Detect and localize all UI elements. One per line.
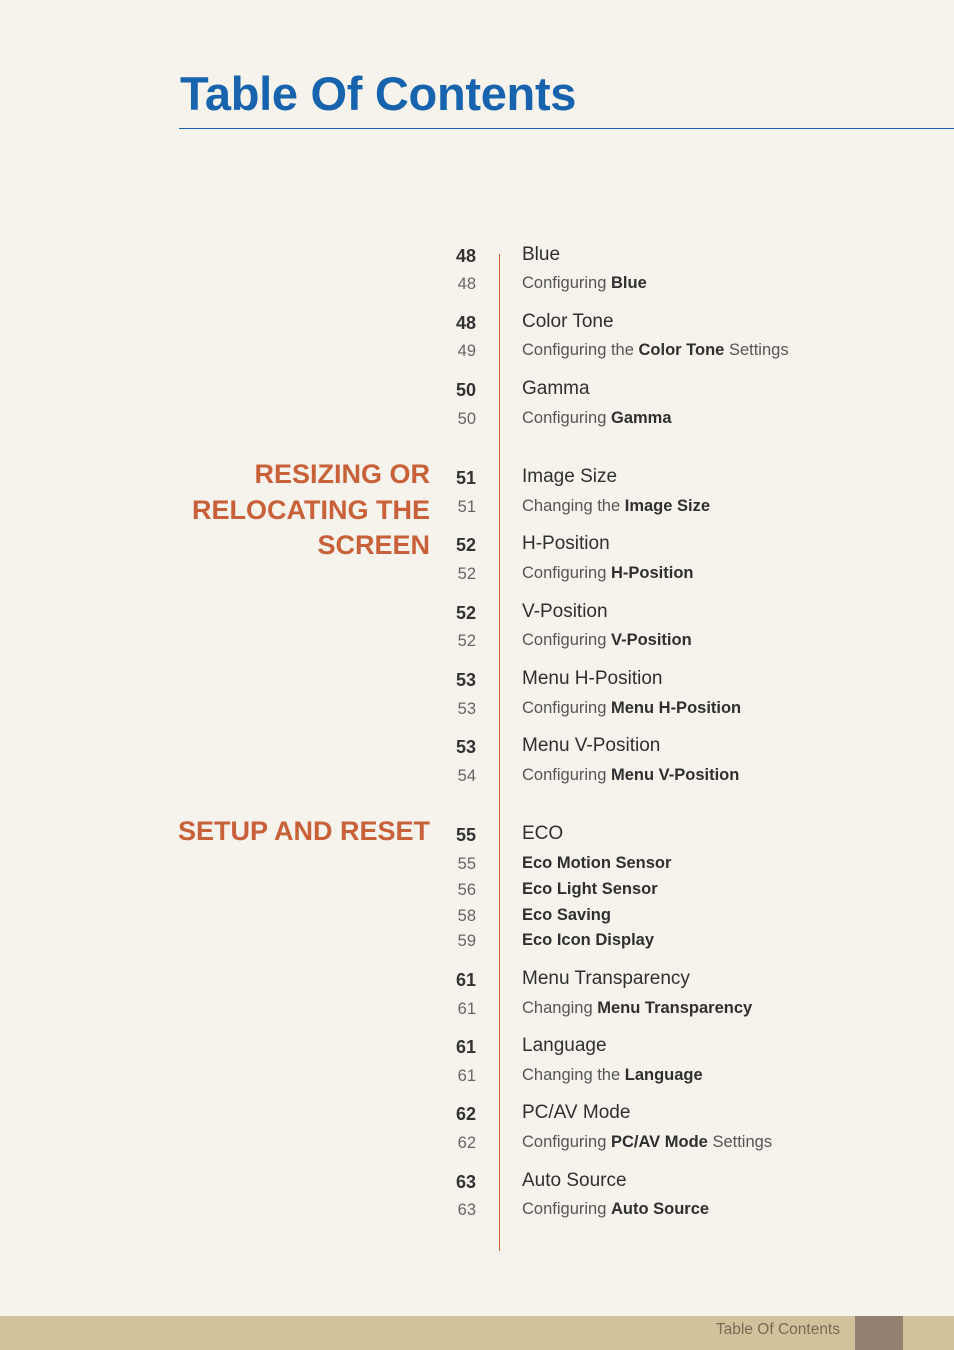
- page-title: Table Of Contents: [180, 67, 577, 120]
- toc-text-part: Changing the: [522, 1066, 625, 1084]
- toc-page-number: 59: [457, 932, 476, 950]
- toc-page-number: 51: [457, 498, 476, 516]
- toc-page-number: 63: [455, 1172, 476, 1192]
- toc-subtopic: [522, 1200, 709, 1219]
- toc-page-number: 61: [455, 1037, 476, 1057]
- toc-page-number: 52: [455, 603, 476, 623]
- toc-topic-title: [522, 823, 563, 845]
- title-divider: [179, 128, 954, 129]
- toc-page-number: 52: [457, 565, 476, 583]
- toc-page-number: 48: [457, 275, 476, 293]
- toc-text-part: Color Tone: [638, 341, 725, 359]
- toc-text-part: Color Tone: [522, 311, 614, 332]
- toc-text-part: PC/AV Mode: [610, 1133, 708, 1151]
- toc-text-part: Eco Icon Display: [522, 931, 655, 949]
- toc-text-part: PC/AV Mode: [522, 1102, 631, 1123]
- toc-page-number: 52: [455, 535, 476, 555]
- toc-subtopic: [522, 931, 654, 950]
- toc-page-number: 53: [455, 670, 476, 690]
- toc-text-part: ECO: [522, 823, 564, 844]
- toc-subtopic: [522, 274, 647, 293]
- toc-page-number: 55: [457, 855, 476, 873]
- toc-text-part: Menu Transparency: [597, 999, 753, 1017]
- toc-text-part: Blue: [522, 244, 561, 265]
- toc-topic-title: [522, 1170, 627, 1192]
- toc-topic-title: [522, 533, 610, 555]
- toc-subtopic: [522, 341, 789, 360]
- toc-subtopic: [522, 1066, 703, 1085]
- toc-page-number: 54: [457, 767, 476, 785]
- toc-topic-title: [522, 311, 614, 333]
- toc-subtopic: [522, 699, 741, 718]
- section-heading-resizing: [192, 457, 430, 564]
- footer-label: Table Of Contents: [715, 1321, 840, 1338]
- toc-text-part: Auto Source: [610, 1200, 710, 1218]
- toc-page-number: 48: [455, 246, 476, 266]
- toc-vertical-rule: [499, 254, 500, 1251]
- toc-text-part: Configuring: [522, 409, 611, 427]
- toc-text-part: Blue: [610, 274, 647, 292]
- toc-text-part: Menu V-Position: [610, 766, 740, 784]
- toc-subtopic: [522, 409, 672, 428]
- toc-page-number: 62: [455, 1104, 476, 1124]
- toc-topic-title: [522, 378, 590, 400]
- toc-text-part: Gamma: [610, 409, 672, 427]
- toc-text-part: Configuring the: [522, 341, 639, 359]
- toc-subtopic: [522, 854, 671, 873]
- toc-subtopic: [522, 631, 692, 650]
- toc-page-number: 63: [457, 1201, 476, 1219]
- toc-page-number: 53: [457, 700, 476, 718]
- toc-text-part: Menu Transparency: [522, 968, 690, 989]
- toc-text-part: V-Position: [522, 601, 608, 622]
- toc-text-part: Eco Light Sensor: [522, 880, 658, 898]
- toc-text-part: V-Position: [610, 631, 692, 649]
- section-heading-setup: [178, 814, 430, 850]
- toc-subtopic: [522, 880, 658, 899]
- toc-page-number: 49: [457, 342, 476, 360]
- section-line: RESIZING OR: [254, 459, 430, 489]
- toc-topic-title: [522, 466, 617, 488]
- toc-text-part: Settings: [724, 341, 789, 359]
- toc-text-part: Configuring: [522, 631, 611, 649]
- toc-page-number: 50: [457, 410, 476, 428]
- section-line: SETUP AND RESET: [177, 816, 430, 846]
- toc-text-part: Image Size: [522, 466, 618, 487]
- toc-topic-title: [522, 244, 560, 266]
- toc-text-part: Auto Source: [522, 1170, 627, 1191]
- toc-subtopic: [522, 766, 739, 785]
- toc-text-part: Configuring: [522, 1133, 611, 1151]
- toc-subtopic: [522, 564, 693, 583]
- toc-page-number: 48: [455, 313, 476, 333]
- toc-text-part: Image Size: [624, 497, 711, 515]
- toc-topic-title: [522, 601, 608, 623]
- toc-page-number: 58: [457, 907, 476, 925]
- toc-topic-title: [522, 968, 690, 990]
- toc-text-part: Menu H-Position: [522, 668, 663, 689]
- toc-text-part: H-Position: [610, 564, 694, 582]
- toc-page-number: 61: [457, 1000, 476, 1018]
- toc-topic-title: [522, 668, 662, 690]
- toc-text-part: Configuring: [522, 274, 611, 292]
- toc-page-number: 56: [457, 881, 476, 899]
- toc-text-part: Configuring: [522, 766, 611, 784]
- toc-text-part: Language: [522, 1035, 607, 1056]
- page-number-box: [855, 1316, 903, 1350]
- toc-text-part: Eco Motion Sensor: [522, 854, 672, 872]
- toc-page-number: 61: [455, 970, 476, 990]
- toc-text-part: H-Position: [522, 533, 610, 554]
- toc-page-number: 61: [457, 1067, 476, 1085]
- toc-subtopic: [522, 497, 710, 516]
- toc-text-part: Changing the: [522, 497, 625, 515]
- toc-page-number: 55: [455, 825, 476, 845]
- toc-page-number: 50: [455, 380, 476, 400]
- toc-subtopic: [522, 906, 611, 925]
- toc-text-part: Menu V-Position: [522, 735, 661, 756]
- toc-topic-title: [522, 735, 660, 757]
- toc-page-number: 52: [457, 632, 476, 650]
- toc-text-part: Configuring: [522, 699, 611, 717]
- toc-subtopic: [522, 999, 752, 1018]
- section-line: SCREEN: [317, 530, 430, 560]
- toc-text-part: Language: [624, 1066, 703, 1084]
- toc-text-part: Changing: [522, 999, 598, 1017]
- toc-text-part: Eco Saving: [522, 906, 611, 924]
- toc-text-part: Gamma: [522, 378, 590, 399]
- toc-page-number: 62: [457, 1134, 476, 1152]
- toc-topic-title: [522, 1035, 607, 1057]
- toc-subtopic: [522, 1133, 772, 1152]
- toc-text-part: Settings: [707, 1133, 773, 1151]
- toc-topic-title: [522, 1102, 630, 1124]
- toc-text-part: Configuring: [522, 564, 611, 582]
- toc-text-part: Menu H-Position: [610, 699, 742, 717]
- section-line: RELOCATING THE: [192, 494, 430, 525]
- toc-page-number: 51: [455, 468, 476, 488]
- toc-text-part: Configuring: [522, 1200, 611, 1218]
- toc-page-number: 53: [455, 737, 476, 757]
